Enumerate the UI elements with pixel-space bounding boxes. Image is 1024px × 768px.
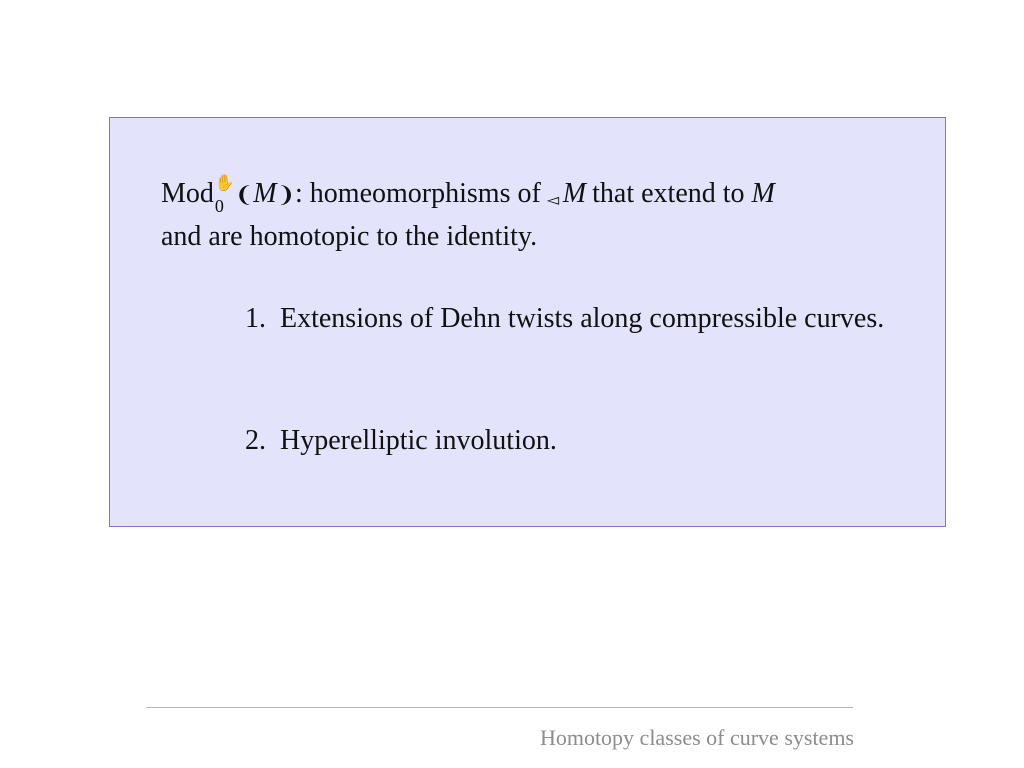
list-item-text: Hyperelliptic involution. (280, 425, 557, 456)
list-item-text: Extensions of Dehn twists along compressible curves. (280, 303, 885, 334)
mod-superscript-glyph: ✋ (214, 175, 235, 192)
close-paren-glyph: ❩ (276, 183, 296, 208)
boundary-manifold-symbol: M (562, 178, 587, 209)
boundary-glyph: ◅ (546, 190, 560, 209)
definition-description: : homeomorphisms of (295, 178, 541, 209)
list-item (245, 298, 925, 339)
boundary-manifold (546, 178, 587, 210)
definition-line-1 (161, 175, 775, 216)
footer-title: Homotopy classes of curve systems (539, 725, 854, 750)
definition-line-2: and are homotopic to the identity. (161, 221, 538, 252)
manifold-symbol: M (253, 178, 277, 209)
manifold-end-symbol: M (751, 178, 775, 209)
content-box (109, 117, 946, 527)
list-item-number: 2. (245, 425, 266, 456)
mod-subscript: 0 (214, 196, 224, 216)
mod-label: Mod (161, 178, 214, 209)
extend-text: that extend to (592, 178, 745, 209)
list-item-number: 1. (245, 303, 266, 334)
list-item (245, 420, 925, 461)
open-paren-glyph: ❨ (234, 183, 254, 208)
footer-divider (146, 707, 853, 708)
